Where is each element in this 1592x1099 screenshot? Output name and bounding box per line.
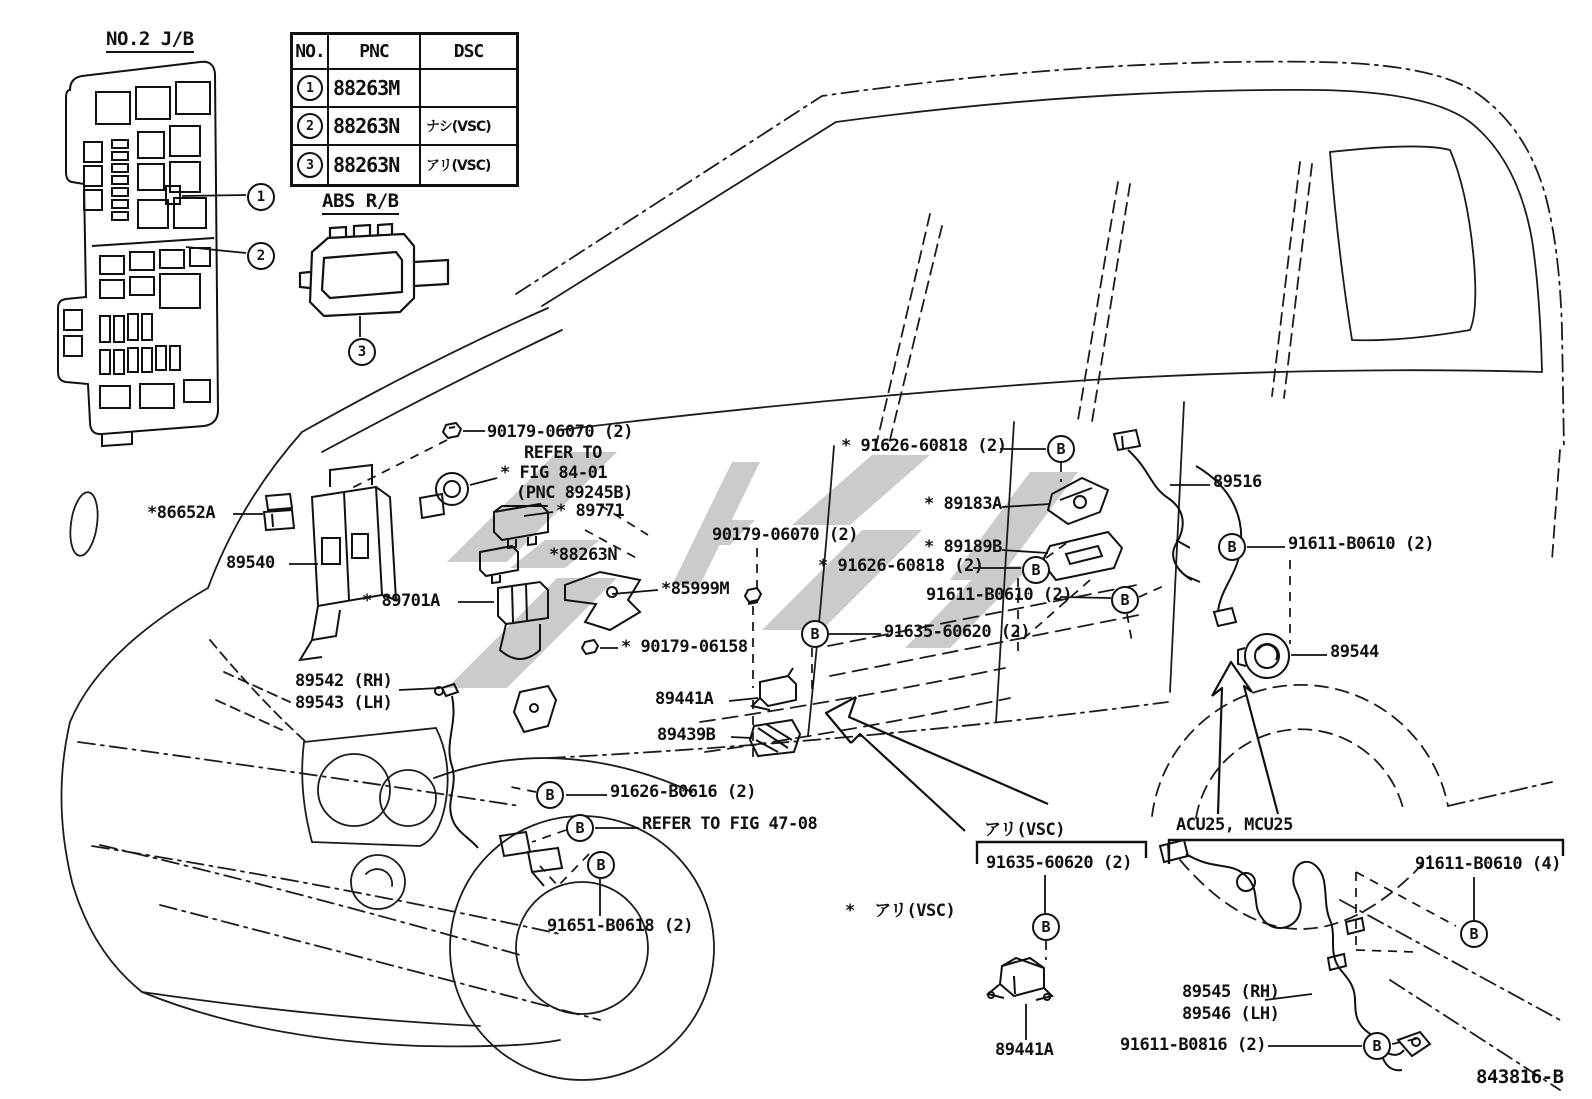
part-label: 89545 (RH) [1182,982,1280,1002]
section-title-acu: ACU25, MCU25 [1176,815,1293,835]
part-label: REFER TO FIG 47-08 [642,814,818,834]
table-row-dsc [421,70,516,108]
callout-1: 1 [247,183,275,211]
pnc-table [290,32,519,187]
part-label: 89542 (RH) [295,671,393,691]
bolt-marker: B [1032,913,1060,941]
figure-code: 843816-B [1476,1066,1564,1088]
circled-number: 2 [297,113,323,139]
part-label: *85999M [661,579,730,599]
part-label: 89516 [1213,472,1262,492]
part-label: * 89183A [924,494,1002,514]
bolt-marker: B [1363,1032,1391,1060]
bolt-marker: B [1047,435,1075,463]
bolt-marker: B [1111,586,1139,614]
jb-title: NO.2 J/B [106,28,194,53]
table-header-dsc: DSC [421,35,516,70]
part-label: *88263N [549,545,618,565]
table-header-no: NO. [293,35,329,70]
part-label: * 89701A [362,591,440,611]
part-label: 91651-B0618 (2) [547,916,694,936]
part-label: 91635-60620 (2) [884,622,1031,642]
abs-rb-title: ABS R/B [322,190,399,215]
circled-number: 3 [297,152,323,178]
pointer-arrows [826,662,1278,831]
vsc-applicability-note: * アリ(VSC) [845,901,956,921]
part-label: (PNC 89245B) [516,483,633,503]
bolt-marker: B [566,814,594,842]
vehicle-outline [61,62,1564,1090]
bolt-marker: B [587,851,615,879]
table-row-dsc: アリ(VSC) [426,158,491,174]
table-row-pnc: 88263N [329,146,421,184]
part-label: *86652A [147,503,216,523]
table-row-dsc: ナシ(VSC) [421,108,516,146]
part-label: 91611-B0816 (2) [1120,1035,1267,1055]
part-label: * 89189B [924,537,1002,557]
part-label: 89543 (LH) [295,693,393,713]
bolt-marker: B [801,620,829,648]
circled-number: 1 [297,75,323,101]
table-row-no [293,146,329,184]
table-row-no [293,70,329,108]
part-label: 89544 [1330,642,1379,662]
part-label: 89540 [226,553,275,573]
part-label: 89441A [655,689,714,709]
table-row-pnc: 88263M [329,70,421,108]
table-header-pnc: PNC [329,35,421,70]
part-label: 91611-B0610 (2) [926,585,1073,605]
part-label: REFER TO [524,443,602,463]
part-label: * FIG 84-01 [500,463,608,483]
part-label: * 89771 [556,501,625,521]
table-row-no [293,108,329,146]
part-label: * 91626-60818 (2) [818,556,984,576]
part-label: 91611-B0610 (2) [1288,534,1435,554]
part-label: 90179-06070 (2) [712,525,859,545]
table-row-pnc: 88263N [329,108,421,146]
bolt-marker: B [1460,920,1488,948]
callout-3: 3 [348,338,376,366]
part-label: 91611-B0610 (4) [1415,854,1562,874]
junction-block-drawing [58,62,218,446]
callout-2: 2 [247,242,275,270]
abs-relay-block-drawing [300,224,448,316]
part-label: 91635-60620 (2) [986,853,1133,873]
bolt-marker: B [1022,556,1050,584]
part-label: * 91626-60818 (2) [841,436,1007,456]
part-label: * 90179-06158 [621,637,748,657]
bolt-marker: B [1218,533,1246,561]
part-label: 91626-B0616 (2) [610,782,757,802]
part-label: 89546 (LH) [1182,1004,1280,1024]
section-title-vsc: アリ(VSC) [984,820,1065,840]
part-label: 89441A [995,1040,1054,1060]
part-label: 89439B [657,725,716,745]
part-label: 90179-06070 (2) [487,422,634,442]
bolt-marker: B [536,781,564,809]
